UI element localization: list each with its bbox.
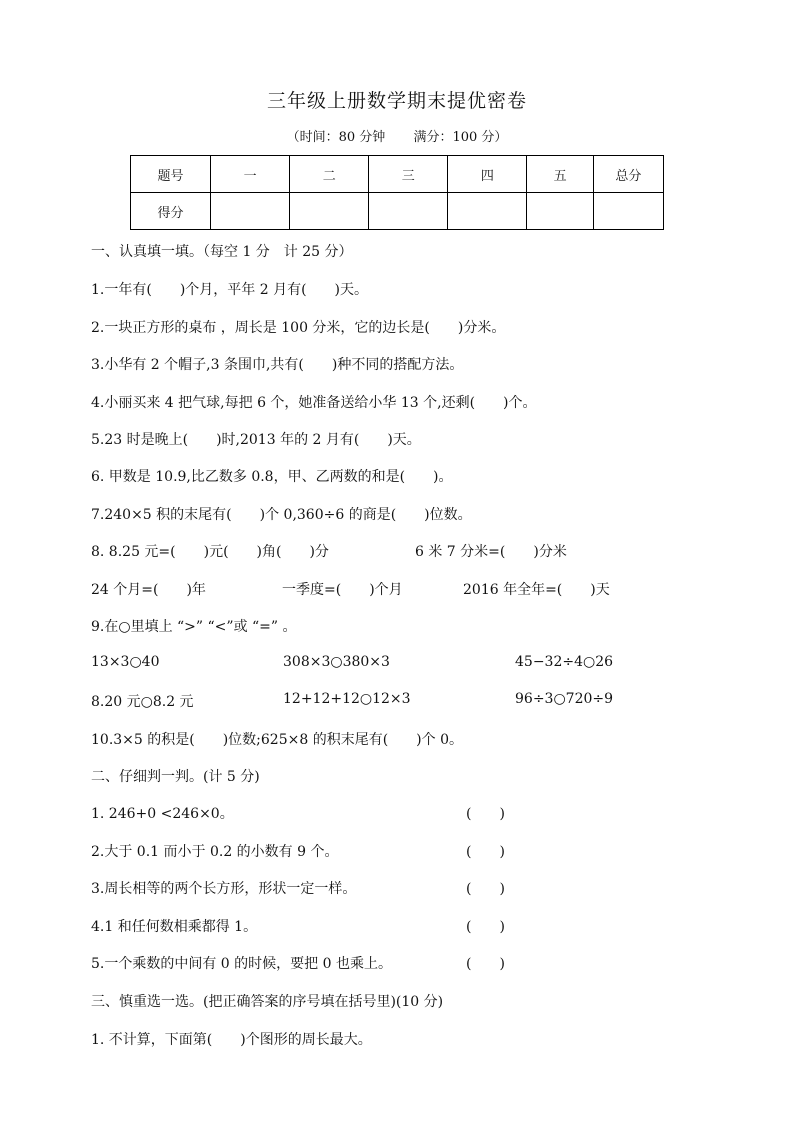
answer-blank[interactable]: ( ) bbox=[466, 806, 505, 822]
full-score: 满分：100 分） bbox=[413, 130, 508, 145]
question: 6. 甲数是 10.9,比乙数多 0.8，甲、乙两数的和是( )。 bbox=[91, 469, 453, 485]
question: 1.一年有( )个月，平年 2 月有( )天。 bbox=[91, 282, 369, 298]
question: 7.240×5 积的末尾有( )个 0,360÷6 的商是( )位数。 bbox=[91, 507, 472, 523]
question-part: 6 米 7 分米=( )分米 bbox=[415, 544, 567, 560]
comparison-item: 45−32÷4○26 bbox=[515, 654, 614, 670]
judge-statement: 2.大于 0.1 而小于 0.2 的小数有 9 个。 bbox=[91, 844, 339, 860]
score-input-cell[interactable] bbox=[290, 193, 369, 230]
score-header-cell: 五 bbox=[527, 156, 593, 193]
comparison-item: 96÷3○720÷9 bbox=[515, 691, 614, 707]
answer-blank[interactable]: ( ) bbox=[466, 881, 505, 897]
question: 3.小华有 2 个帽子,3 条围巾,共有( )种不同的搭配方法。 bbox=[91, 357, 464, 373]
score-input-cell[interactable] bbox=[527, 193, 593, 230]
score-input-cell[interactable] bbox=[448, 193, 527, 230]
question-part: 2016 年全年=( )天 bbox=[463, 582, 610, 598]
score-input-cell[interactable] bbox=[369, 193, 448, 230]
judge-item bbox=[91, 953, 521, 973]
question-8-row2 bbox=[91, 579, 711, 599]
score-row-label: 得分 bbox=[131, 193, 211, 230]
score-table-header-row bbox=[131, 156, 664, 193]
score-header-cell: 四 bbox=[448, 156, 527, 193]
judge-statement: 1. 246+0 <246×0。 bbox=[91, 806, 234, 822]
judge-statement: 3.周长相等的两个长方形，形状一定一样。 bbox=[91, 881, 357, 897]
question-part: 8. 8.25 元=( )元( )角( )分 bbox=[91, 544, 329, 560]
judge-item bbox=[91, 878, 521, 898]
time-limit: （时间：80 分钟 bbox=[286, 130, 386, 145]
comparison-item: 12+12+12○12×3 bbox=[283, 691, 411, 707]
section1-heading: 一、认真填一填。（每空 1 分 计 25 分） bbox=[91, 244, 353, 260]
score-header-cell: 一 bbox=[211, 156, 290, 193]
question: 5.23 时是晚上( )时,2013 年的 2 月有( )天。 bbox=[91, 432, 421, 448]
answer-blank[interactable]: ( ) bbox=[466, 844, 505, 860]
judge-item bbox=[91, 803, 521, 823]
question-9-row1 bbox=[91, 654, 711, 674]
score-table bbox=[130, 155, 664, 230]
comparison-item: 308×3○380×3 bbox=[283, 654, 390, 670]
question-part: 一季度=( )个月 bbox=[282, 582, 403, 598]
question: 1. 不计算，下面第( )个图形的周长最大。 bbox=[91, 1032, 372, 1048]
score-header-cell: 三 bbox=[369, 156, 448, 193]
question: 2.一块正方形的桌布 ，周长是 100 分米，它的边长是( )分米。 bbox=[91, 320, 506, 336]
question: 9.在○里填上 “>” “<”或 “=” 。 bbox=[91, 619, 297, 635]
section3-heading: 三、慎重选一选。(把正确答案的序号填在括号里)(10 分) bbox=[91, 994, 444, 1010]
score-header-cell: 题号 bbox=[131, 156, 211, 193]
question-part: 24 个月=( )年 bbox=[91, 582, 206, 598]
question-8-row1 bbox=[91, 541, 711, 561]
score-table-score-row bbox=[131, 193, 664, 230]
comparison-item: 13×3○40 bbox=[91, 654, 160, 670]
score-header-cell: 总分 bbox=[593, 156, 663, 193]
score-input-cell[interactable] bbox=[211, 193, 290, 230]
comparison-item: 8.20 元○8.2 元 bbox=[91, 694, 194, 710]
answer-blank[interactable]: ( ) bbox=[466, 919, 505, 935]
question-9-row2 bbox=[91, 691, 711, 711]
exam-title: 三年级上册数学期末提优密卷 bbox=[266, 90, 527, 112]
answer-blank[interactable]: ( ) bbox=[466, 956, 505, 972]
section2-heading: 二、仔细判一判。(计 5 分) bbox=[91, 769, 260, 785]
judge-statement: 4.1 和任何数相乘都得 1。 bbox=[91, 919, 258, 935]
judge-item bbox=[91, 916, 521, 936]
judge-item bbox=[91, 841, 521, 861]
question: 4.小丽买来 4 把气球,每把 6 个，她准备送给小华 13 个,还剩( )个。 bbox=[91, 395, 537, 411]
score-input-cell[interactable] bbox=[593, 193, 663, 230]
judge-statement: 5.一个乘数的中间有 0 的时候，要把 0 也乘上。 bbox=[91, 956, 392, 972]
score-header-cell: 二 bbox=[290, 156, 369, 193]
question: 10.3×5 的积是( )位数;625×8 的积末尾有( )个 0。 bbox=[91, 732, 463, 748]
exam-subtitle bbox=[0, 126, 794, 145]
